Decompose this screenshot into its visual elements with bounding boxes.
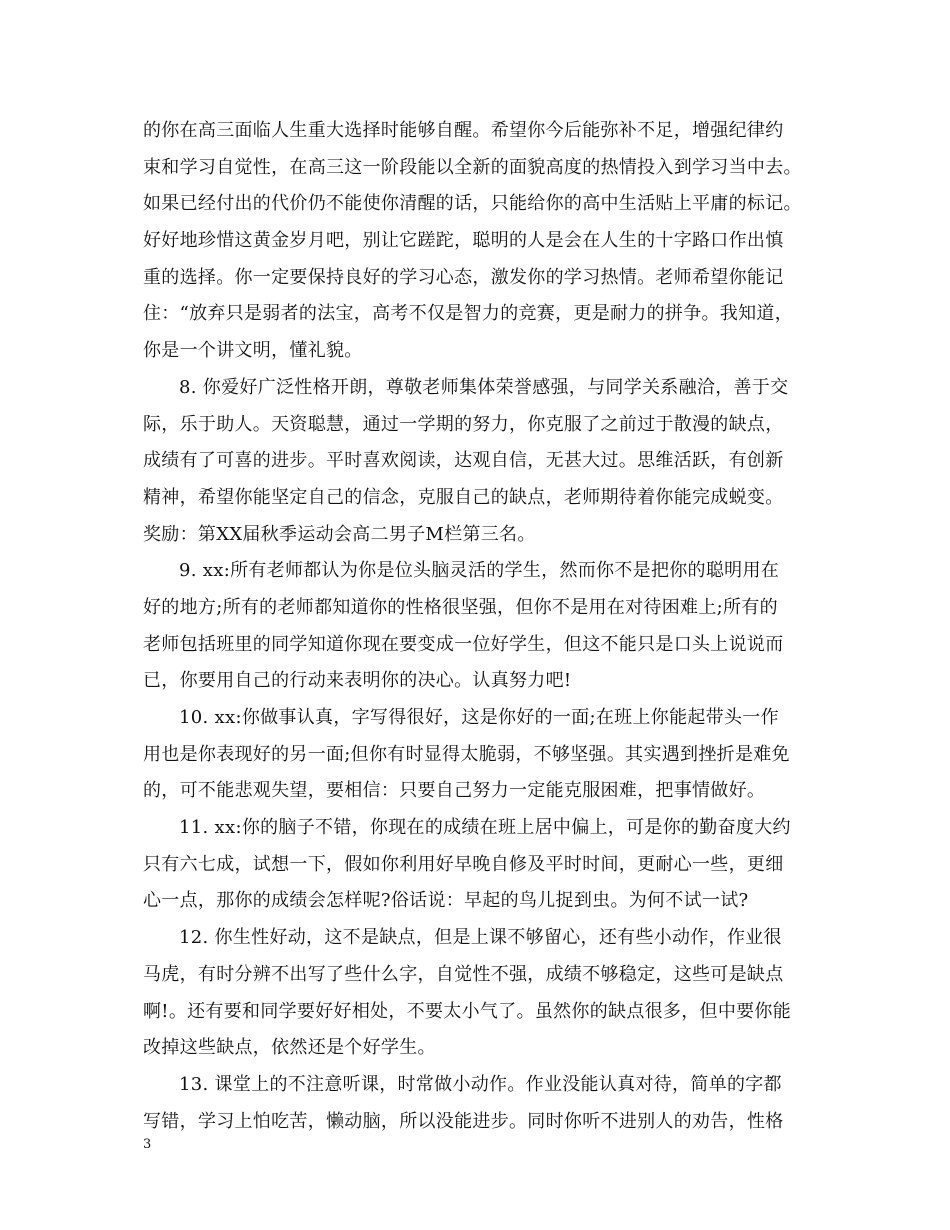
- text-line: 写错，学习上怕吃苦，懒动脑，所以没能进步。同时你听不进别人的劝告，性格: [143, 1110, 784, 1132]
- text-line: 重的选择。你一定要保持良好的学习心态，激发你的学习热情。老师希望你能记: [143, 266, 784, 288]
- text-line: 8. 你爱好广泛性格开朗，尊敬老师集体荣誉感强，与同学关系融洽，善于交: [179, 376, 789, 398]
- text-line: 只有六七成，试想一下，假如你利用好早晚自修及平时时间，更耐心一些，更细: [143, 853, 784, 875]
- text-line: 马虎，有时分辨不出写了些什么字，自觉性不强，成绩不够稳定，这些可是缺点: [143, 963, 784, 985]
- text-line: 你是一个讲文明，懂礼貌。: [143, 340, 363, 362]
- text-line: 际，乐于助人。天资聪慧，通过一学期的努力，你克服了之前过于散漫的缺点，: [143, 413, 784, 435]
- text-line: 已，你要用自己的行动来表明你的决心。认真努力吧!: [143, 670, 572, 692]
- page-number: 3: [143, 1137, 152, 1152]
- text-line: 好好地珍惜这黄金岁月吧，别让它蹉跎，聪明的人是会在人生的十字路口作出慎: [143, 230, 784, 252]
- text-line: 10. xx:你做事认真，字写得很好，这是你好的一面;在班上你能起带头一作: [179, 707, 779, 728]
- text-line: 12. 你生性好动，这不是缺点，但是上课不够留心，还有些小动作，作业很: [179, 927, 782, 949]
- text-line: 改掉这些缺点，依然还是个好学生。: [143, 1037, 436, 1059]
- text-line: 用也是你表现好的另一面;但你有时显得太脆弱，不够坚强。其实遇到挫折是难免: [143, 743, 790, 765]
- text-line: 老师包括班里的同学知道你现在要变成一位好学生，但这不能只是口头上说说而: [143, 633, 784, 655]
- text-line: 9. xx:所有老师都认为你是位头脑灵活的学生，然而你不是把你的聪明用在: [179, 560, 780, 582]
- document-body: [143, 113, 808, 1140]
- text-line: 啊!。还有要和同学要好好相处，不要太小气了。虽然你的缺点很多，但中要你能: [143, 1000, 792, 1022]
- text-line: 精神，希望你能坚定自己的信念，克服自己的缺点，老师期待着你能完成蜕变。: [143, 486, 784, 508]
- text-line: 如果已经付出的代价仍不能使你清醒的话，只能给你的高中生活贴上平庸的标记。: [143, 193, 802, 215]
- text-line: 奖励：第XX届秋季运动会高二男子M栏第三名。: [143, 523, 536, 545]
- text-line: 成绩有了可喜的进步。平时喜欢阅读，达观自信，无甚大过。思维活跃，有创新: [143, 450, 784, 472]
- text-line: 13. 课堂上的不注意听课，时常做小动作。作业没能认真对待，简单的字都: [179, 1073, 782, 1095]
- text-line: 的你在高三面临人生重大选择时能够自醒。希望你今后能弥补不足，增强纪律约: [143, 120, 784, 141]
- text-line: 住：“放弃只是弱者的法宝，高考不仅是智力的竞赛，更是耐力的拼争。我知道，: [143, 303, 793, 325]
- text-line: 心一点，那你的成绩会怎样呢?俗话说：早起的鸟儿捉到虫。为何不试一试?: [143, 890, 749, 912]
- text-line: 束和学习自觉性，在高三这一阶段能以全新的面貌高度的热情投入到学习当中去。: [143, 156, 802, 178]
- text-line: 11. xx:你的脑子不错，你现在的成绩在班上居中偏上，可是你的勤奋度大约: [179, 817, 791, 839]
- text-line: 的，可不能悲观失望，要相信：只要自己努力一定能克服困难，把事情做好。: [143, 780, 766, 802]
- text-line: 好的地方;所有的老师都知道你的性格很坚强，但你不是用在对待困难上;所有的: [143, 596, 778, 618]
